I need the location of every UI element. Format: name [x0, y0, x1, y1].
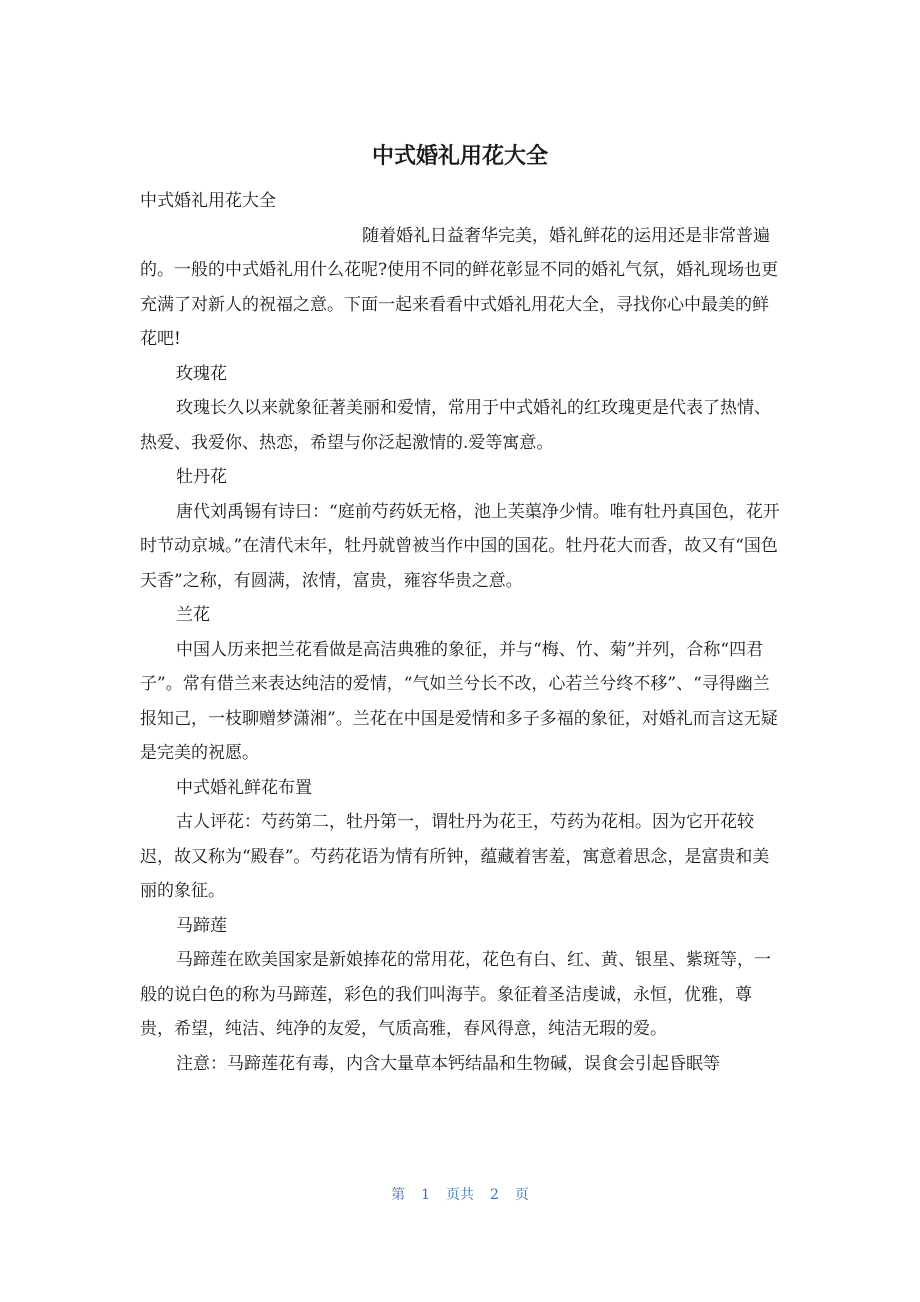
- heading-peony: 牡丹花: [176, 467, 227, 487]
- heading-orchid: 兰花: [176, 605, 210, 625]
- footer-total-pages: 2: [490, 1187, 499, 1203]
- paragraph-calla-lily: 马蹄莲在欧美国家是新娘捧花的常用花，花色有白、红、黄、银星、紫斑等，一般的说白色的称为马蹄莲，彩色的我们叫海芋。象征着圣洁虔诚，永恒，优雅，尊贵，希望，纯洁、纯净的友爱，气质高雅，春风得意，纯洁无瑕的爱。: [140, 950, 771, 1039]
- paragraph-peony: 唐代刘禹锡有诗曰：“庭前芍药妖无格，池上芙蕖净少情。唯有牡丹真国色，花开时节动京城。”在清代末年，牡丹就曾被当作中国的国花。牡丹花大而香，故又有“国色天香”之称，有圆满，浓情，富贵，雍容华贵之意。: [140, 501, 780, 591]
- paragraph-rose: 玫瑰长久以来就象征著美丽和爱情，常用于中式婚礼的红玫瑰更是代表了热情、热爱、我爱你、热恋，希望与你泛起激情的.爱等寓意。: [140, 398, 771, 453]
- heading-rose: 玫瑰花: [176, 363, 227, 384]
- document-subtitle: 中式婚礼用花大全: [140, 191, 276, 211]
- heading-calla-lily: 马蹄莲: [176, 915, 227, 936]
- intro-paragraph: 随着婚礼日益奢华完美，婚礼鲜花的运用还是非常普遍的。一般的中式婚礼用什么花呢?使用不同的鲜花彰显不同的婚礼气氛，婚礼现场也更充满了对新人的祝福之意。下面一起来看看中式婚礼用花大全，寻找你心中最美的鲜花吧!: [140, 225, 779, 349]
- paragraph-orchid: 中国人历来把兰花看做是高洁典雅的象征，并与“梅、竹、菊”并列，合称“四君子”。常有借兰来表达纯洁的爱情，“气如兰兮长不改，心若兰兮终不移”、“寻得幽兰报知己，一枝聊赠梦潇湘”。兰花在中国是爱情和多子多福的象征，对婚礼而言这无疑是完美的祝愿。: [140, 639, 778, 763]
- heading-flower-arrangement: 中式婚礼鲜花布置: [176, 777, 312, 798]
- page-footer: [0, 1184, 920, 1204]
- paragraph-flower-arrangement: 古人评花：芍药第二，牡丹第一，谓牡丹为花王，芍药为花相。因为它开花较迟，故又称为“殿春”。芍药花语为情有所钟，蕴藏着害羞，寓意着思念，是富贵和美丽的象征。: [140, 812, 770, 901]
- document-title: 中式婚礼用花大全: [371, 144, 548, 169]
- footer-label-of: 页共: [446, 1187, 474, 1203]
- document-body: [140, 184, 782, 1081]
- footer-current-page: 1: [421, 1187, 430, 1203]
- footer-label-page: 第: [391, 1187, 406, 1203]
- footer-label-end: 页: [514, 1187, 529, 1203]
- paragraph-note: 注意：马蹄莲花有毒，内含大量草本钙结晶和生物碱，误食会引起昏眠等: [176, 1053, 720, 1074]
